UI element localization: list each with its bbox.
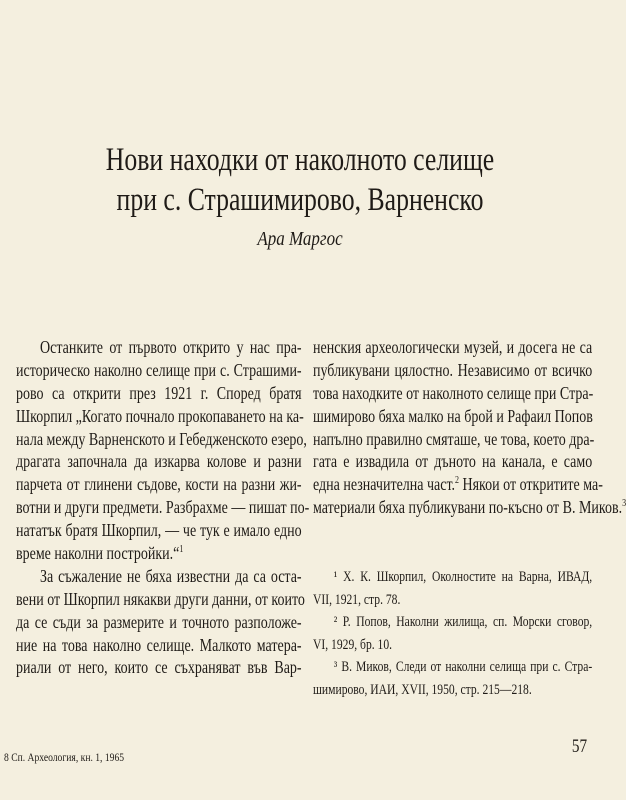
left-column: Останките от първото открито у нас пра- историческо наколно селище при с. Страшими- рово са открити през 1921 г. Според братя Шкорпил „Когато почнало прокопаването на ка- нала между Варненското и Гебедженското езеро, драгата започнала да изкарва колове и разни парчета от глинени съдове, кости на разни жи- вотни и други предмети. Разбрахме — пишат по- нататък братя Шкорпил, — че тук е имало едно време наколни постройки.“$^1$ За съжаление не бяха известни да са оста- вени от Шкорпил някакви други данни, от които да се съди за размерите и точното разположе- ние на това наколно селище. Малкото матера- риали от него, които се съхраняват във Вар- — [16, 337, 310, 678]
author: Ара Маргос — [257, 228, 343, 250]
page-number: 57 — [571, 736, 588, 757]
journal-footer: 8 Сп. Археология, кн. 1, 1965 — [4, 750, 125, 764]
right-column: ненския археологически музей, и досега не са публикувани цялостно. Независимо от всичко това находките от наколното селище при Стра- шимирово бяха малко на брой и Рафаил Попов напълно правилно смяташе, че това, което дра- гата е извадила от дъното на канала, е само една незначителна част.$^2$ Някои от откритите ма- материали бяха публикувани по-късно от В. Миков.$^3$ — [313, 337, 626, 518]
footnotes: ¹ Х. К. Шкорпил, Околностите на Варна, ИВАД, VII, 1921, стр. 78. ² Р. Попов, Наколни жилища, сп. Морски сговор, VI, 1929, бр. 10. ³ В. Миков, Следи от наколни селища при с. Стра- шимирово, ИАИ, XVII, 1950, стр. 215—218. — [313, 569, 593, 698]
article-title: Нови находки от наколното селище при с. Страшимирово, Варненско — [105, 142, 495, 218]
